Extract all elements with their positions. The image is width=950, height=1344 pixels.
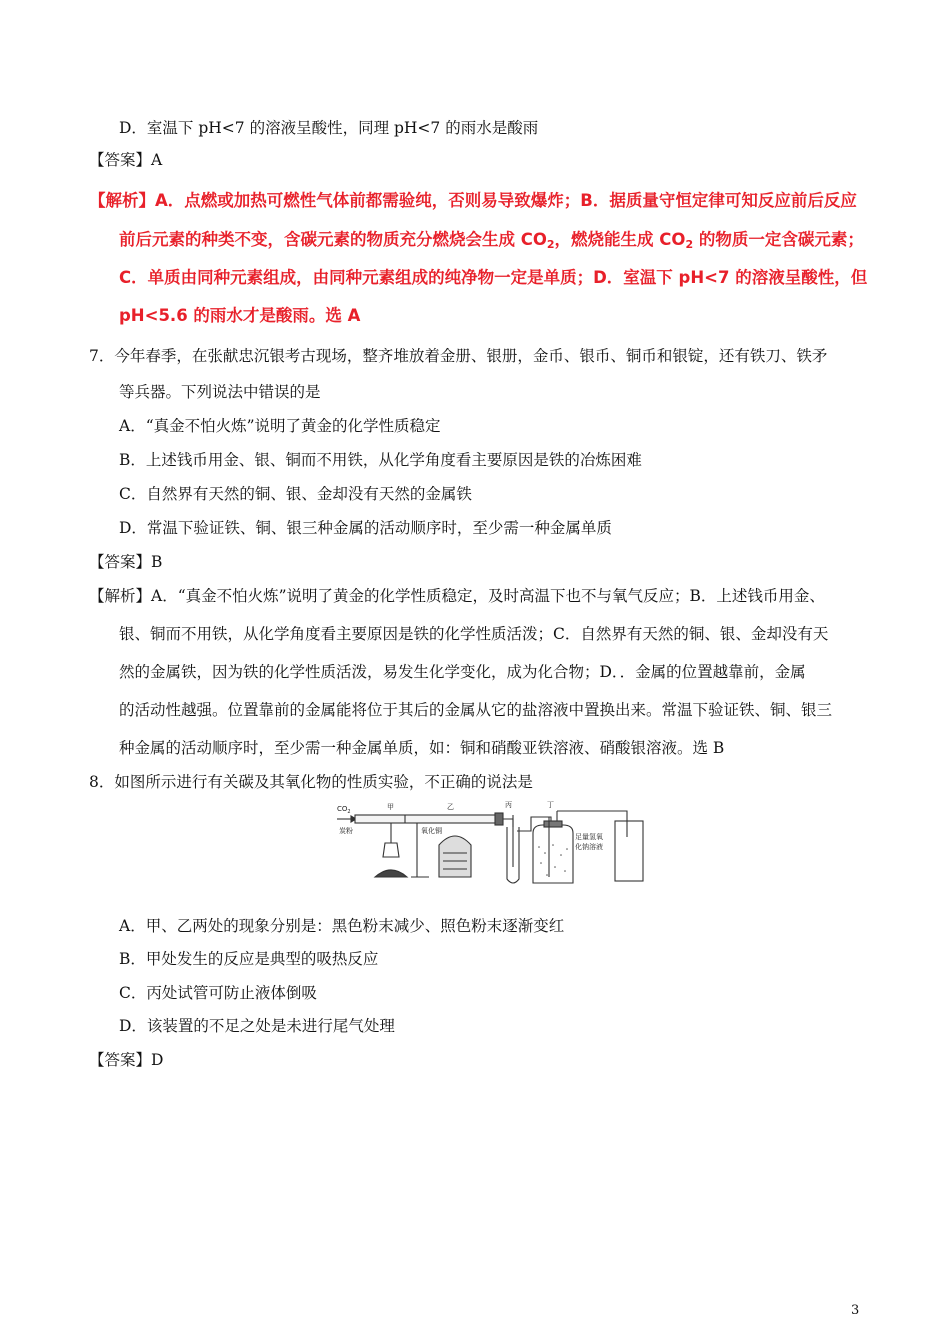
connector-tube-1 [503, 819, 513, 827]
figure-label-ding: 丁 [547, 801, 554, 809]
q7-analysis-line4: 的活动性越强。位置靠前的金属能将位于其后的金属从它的盐溶液中置换出来。常温下验证铁、铜、银三 [119, 701, 833, 719]
q8-option-b: B．甲处发生的反应是典型的吸热反应 [119, 950, 379, 968]
q6-answer: 【答案】A [89, 151, 163, 169]
q7-analysis-line2: 银、铜而不用铁，从化学角度看主要原因是铁的化学性质活泼；C．自然界有天然的铜、银、金却没有天 [119, 625, 829, 643]
q8-stem: 8．如图所示进行有关碳及其氧化物的性质实验，不正确的说法是 [89, 773, 533, 791]
q7-answer: 【答案】B [89, 553, 163, 571]
page-number: 3 [851, 1303, 860, 1318]
figure-label-naoh-1: 足量氢氧 [575, 833, 603, 841]
q6-analysis-line2-sub1: 2 [546, 238, 555, 251]
q8-option-c: C．丙处试管可防止液体倒吸 [119, 984, 317, 1002]
apparatus-figure [335, 797, 647, 893]
q7-stem-line2: 等兵器。下列说法中错误的是 [119, 383, 321, 401]
figure-label-carbon: 炭粉 [339, 827, 353, 835]
q6-analysis-line2-part3: 的物质一定含碳元素； [693, 230, 864, 249]
q8-answer: 【答案】D [89, 1051, 164, 1069]
alcohol-lamp-2 [439, 836, 471, 877]
q7-analysis-line3: 然的金属铁，因为铁的化学性质活泼，易发生化学变化，成为化合物；D．．金属的位置越靠前，金属 [119, 663, 806, 681]
q7-option-c: C．自然界有天然的铜、银、金却没有天然的金属铁 [119, 485, 472, 503]
q7-analysis-line5: 种金属的活动顺序时，至少需一种金属单质，如：铜和硝酸亚铁溶液、硝酸银溶液。选 B [119, 739, 725, 757]
q8-option-a: A．甲、乙两处的现象分别是：黑色粉末减少、照色粉末逐渐变红 [119, 917, 565, 935]
q6-analysis-line2-sub2: 2 [685, 238, 694, 251]
q6-analysis-line4: pH<5.6 的雨水才是酸雨。选 A [119, 306, 361, 325]
tube-stopper [495, 813, 503, 825]
figure-label-jia: 甲 [387, 803, 394, 811]
q6-analysis-line3: C．单质由同种元素组成，由同种元素组成的纯净物一定是单质；D．室温下 pH<7 的溶液呈酸性，但 [119, 268, 868, 287]
figure-label-cuo: 氧化铜 [421, 827, 442, 835]
figure-label-naoh-2: 化钠溶液 [575, 843, 603, 851]
q6-analysis-line2-part2: ，燃烧能生成 CO [554, 230, 686, 249]
lamp-base-1 [375, 870, 407, 877]
q7-stem-line1: 7．今年春季，在张献忠沉银考古现场，整齐堆放着金册、银册，金币、银币、铜币和银锭，还有铁刀、铁矛 [89, 347, 828, 365]
alcohol-lamp-1 [383, 843, 399, 857]
reaction-tube [355, 815, 500, 823]
q7-option-a: A．“真金不怕火炼”说明了黄金的化学性质稳定 [119, 417, 441, 435]
q8-option-d: D．该装置的不足之处是未进行尾气处理 [119, 1017, 395, 1035]
q7-option-b: B．上述钱币用金、银、铜而不用铁，从化学角度看主要原因是铁的冶炼困难 [119, 451, 642, 469]
figure-label-yi: 乙 [447, 803, 454, 811]
beaker [615, 821, 643, 881]
q6-analysis-line2 [119, 230, 864, 255]
figure-label-co2: $CO_2$ [337, 805, 351, 815]
q6-option-d: D．室温下 pH<7 的溶液呈酸性，同理 pH<7 的雨水是酸雨 [119, 119, 539, 137]
q7-analysis-line1: 【解析】A．“真金不怕火炼”说明了黄金的化学性质稳定，及时高温下也不与氧气反应；B．上述钱币用金、 [89, 587, 825, 605]
bottle-ding [533, 825, 573, 883]
bottle-stopper [544, 821, 562, 827]
figure-label-bing: 丙 [505, 801, 512, 809]
q7-option-d: D．常温下验证铁、铜、银三种金属的活动顺序时，至少需一种金属单质 [119, 519, 612, 537]
q6-analysis-line1: 【解析】A．点燃或加热可燃性气体前都需验纯，否则易导致爆炸；B．据质量守恒定律可知反应前后反应 [89, 191, 857, 210]
q6-analysis-line2-part1: 前后元素的种类不变，含碳元素的物质充分燃烧会生成 CO [119, 230, 547, 249]
